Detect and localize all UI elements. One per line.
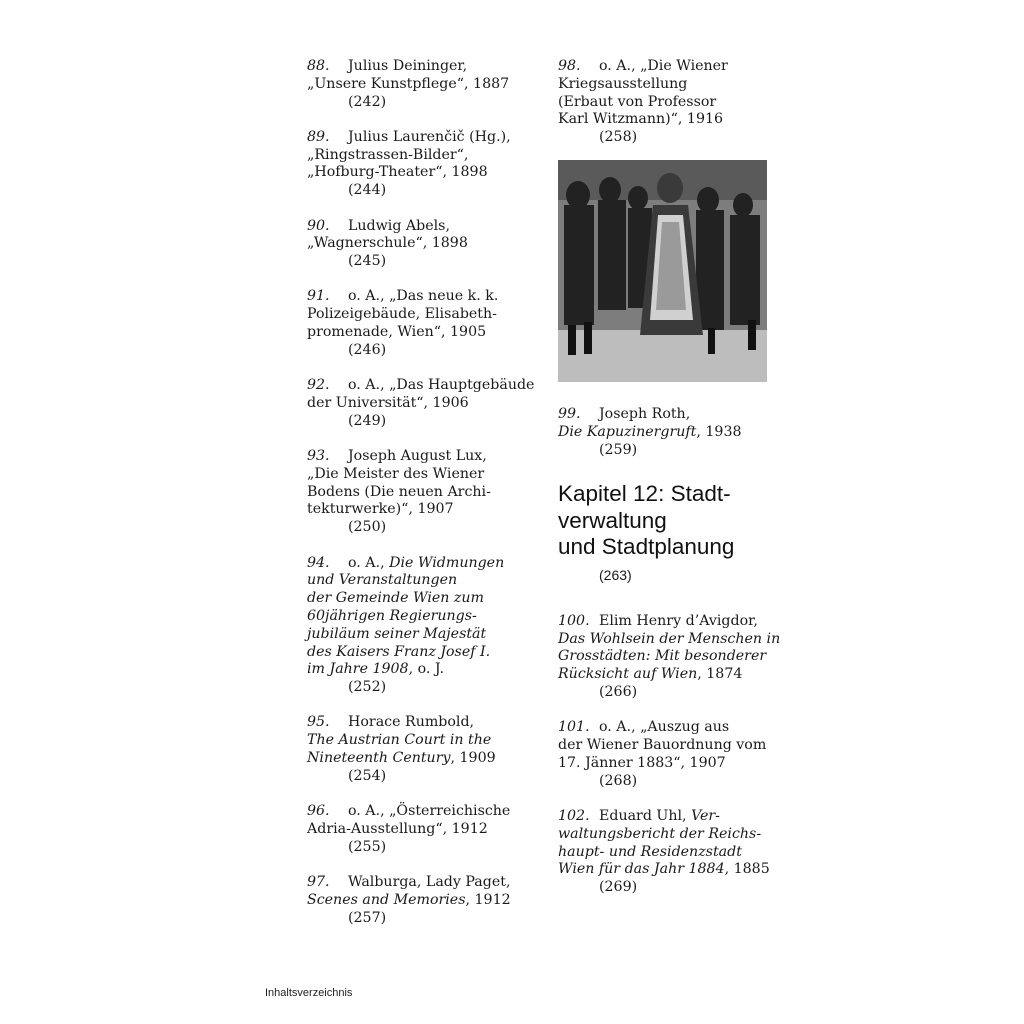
entry-text: o. A.,: [348, 554, 390, 571]
entry-number: 100.: [558, 612, 590, 629]
chapter-heading-line: Kapitel 12: Stadt-: [558, 481, 731, 507]
entry-text: der Wiener Bauordnung vom: [558, 737, 767, 754]
entry-title: haupt- und Residenzstadt: [558, 843, 742, 860]
entry-text: Eduard Uhl,: [599, 808, 692, 825]
entry-text: promenade, Wien“, 1905: [307, 324, 487, 341]
entry-page: (245): [348, 253, 387, 270]
entry-text: tekturwerke)“, 1907: [307, 501, 454, 518]
entry-page: (259): [599, 441, 638, 458]
entry-text: „Hofburg-Theater“, 1898: [307, 164, 488, 181]
entry-text: Polizeigebäude, Elisabeth-: [307, 306, 497, 323]
entry-page: (266): [599, 684, 638, 701]
entry-title: Grosstädten: Mit besonderer: [558, 648, 767, 665]
entry-text: „Die Meister des Wiener: [307, 465, 485, 482]
entry-text: Bodens (Die neuen Archi-: [307, 483, 491, 500]
entry-text: Horace Rumbold,: [348, 714, 475, 731]
chapter-heading: [558, 481, 794, 561]
entry-page: (269): [599, 879, 638, 896]
entry-page: (255): [348, 838, 387, 855]
entry-text: Kriegsausstellung: [558, 75, 688, 92]
entry-page: (258): [599, 129, 638, 146]
entry-page: (249): [348, 412, 387, 429]
entry-text: o. A., „Das Hauptgebäude: [348, 377, 535, 394]
list-item: [307, 377, 543, 430]
entry-number: 98.: [558, 58, 581, 74]
entry-page: (252): [348, 679, 387, 696]
entry-page: (246): [348, 341, 387, 358]
entry-text: Julius Deininger,: [348, 58, 468, 74]
entry-text: „Wagnerschule“, 1898: [307, 235, 468, 252]
entry-page: (244): [348, 182, 387, 199]
entry-title: im Jahre 1908: [307, 661, 409, 678]
list-item: [558, 613, 794, 702]
list-item: [307, 803, 543, 856]
list-item: [307, 448, 543, 537]
entry-text: , 1874: [697, 666, 743, 683]
entry-title: des Kaisers Franz Josef I.: [307, 643, 491, 660]
list-item: [307, 874, 543, 927]
entry-text: Elim Henry d’Avigdor,: [599, 612, 758, 629]
entry-text: „Ringstrassen-Bilder“,: [307, 146, 469, 163]
entry-text: o. A., „Das neue k. k.: [348, 288, 499, 305]
entry-text: Walburga, Lady Paget,: [348, 873, 511, 890]
entry-title: The Austrian Court in the: [307, 732, 492, 749]
list-item: [558, 808, 794, 897]
entry-title: Rücksicht auf Wien: [558, 666, 698, 683]
entry-title: 60jährigen Regierungs-: [307, 607, 477, 624]
list-item: [307, 218, 543, 271]
entry-title: Nineteenth Century: [307, 750, 451, 766]
list-item: [558, 406, 794, 459]
list-item: [307, 58, 543, 111]
chapter-page: (263): [599, 566, 632, 583]
entry-number: 94.: [307, 554, 330, 571]
entry-number: 92.: [307, 377, 330, 394]
chapter-heading-line: und Stadtplanung: [558, 534, 735, 560]
running-footer: Inhaltsverzeichnis: [265, 987, 353, 999]
entry-text: , o. J.: [408, 661, 445, 678]
entry-title: Das Wohlsein der Menschen in: [558, 630, 781, 647]
entry-title: waltungsbericht der Reichs-: [558, 825, 762, 842]
entry-number: 90.: [307, 217, 330, 234]
entry-number: 89.: [307, 128, 330, 145]
list-item: [558, 719, 794, 790]
entry-text: Julius Laurenčič (Hg.),: [348, 128, 511, 145]
illustration-image: [558, 160, 767, 382]
entry-number: 97.: [307, 873, 330, 890]
entry-number: 93.: [307, 448, 330, 465]
entry-number: 95.: [307, 714, 330, 731]
entry-text: o. A., „Auszug aus: [599, 719, 730, 736]
entry-text: Adria-Ausstellung“, 1912: [307, 820, 488, 837]
list-item: [307, 288, 543, 359]
entry-title: Die Widmungen: [389, 554, 505, 571]
list-item: [307, 714, 543, 785]
entry-text: der Universität“, 1906: [307, 394, 469, 411]
entry-text: (Erbaut von Professor: [558, 93, 717, 110]
entry-text: , 1885: [724, 861, 770, 878]
left-column: [307, 58, 543, 945]
entry-text: Ludwig Abels,: [348, 217, 450, 234]
entry-number: 91.: [307, 288, 330, 305]
right-column: [558, 58, 794, 915]
entry-text: Joseph August Lux,: [348, 448, 487, 465]
entry-page: (250): [348, 519, 387, 536]
entry-text: , 1938: [696, 423, 742, 440]
entry-number: 99.: [558, 405, 581, 422]
list-item: [558, 58, 794, 147]
list-item: [307, 555, 543, 697]
entry-page: (242): [348, 93, 387, 110]
entry-text: , 1909: [450, 750, 496, 766]
entry-text: , 1912: [465, 891, 511, 908]
entry-title: der Gemeinde Wien zum: [307, 590, 484, 607]
entry-text: „Unsere Kunstpflege“, 1887: [307, 75, 510, 92]
entry-page: (268): [599, 772, 638, 789]
entry-number: 88.: [307, 58, 330, 74]
entry-page: (257): [348, 909, 387, 926]
list-item: [307, 129, 543, 200]
entry-number: 102.: [558, 808, 590, 825]
entry-title: Die Kapuzinergruft: [558, 423, 697, 440]
entry-title: und Veranstaltungen: [307, 572, 458, 589]
entry-page: (254): [348, 767, 387, 784]
chapter-heading-line: verwaltung: [558, 507, 667, 533]
entry-text: o. A., „Die Wiener: [599, 58, 728, 74]
entry-number: 101.: [558, 719, 590, 736]
entry-title: Scenes and Memories: [307, 891, 466, 908]
entry-title: jubiläum seiner Majestät: [307, 625, 487, 642]
entry-title: Wien für das Jahr 1884: [558, 861, 725, 878]
entry-text: Karl Witzmann)“, 1916: [558, 111, 724, 128]
entry-text: Joseph Roth,: [599, 405, 691, 422]
entry-text: 17. Jänner 1883“, 1907: [558, 754, 726, 771]
entry-number: 96.: [307, 803, 330, 820]
entry-title: Ver-: [691, 808, 720, 825]
entry-text: o. A., „Österreichische: [348, 803, 511, 820]
